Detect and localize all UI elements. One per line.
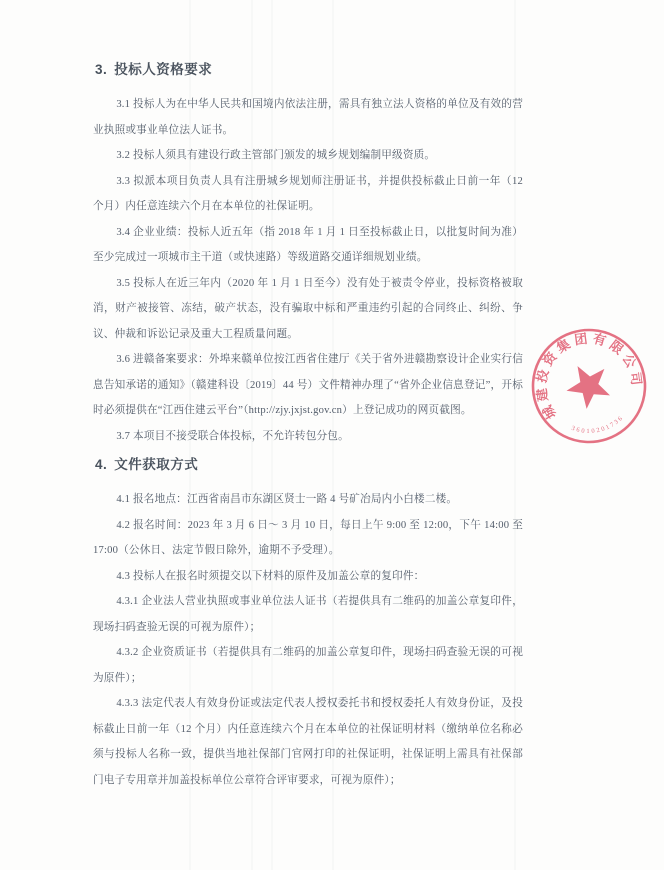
paragraph-4-1: 4.1 报名地点：江西省南昌市东湖区贤士一路 4 号矿冶局内小白楼二楼。 xyxy=(116,494,458,505)
paragraph-3-7: 3.7 本项目不接受联合体投标，不允许转包分包。 xyxy=(116,430,349,442)
paragraph-4-3: 4.3 投标人在报名时须提交以下材料的原件及加盖公章的复印件： xyxy=(116,570,425,582)
paragraph-3-6: 3.6 进赣备案要求：外埠来赣单位按江西省住建厅《关于省外进赣勘察设计企业实行信息告知承诺的通知》（赣建科设〔2019〕44 号）文件精神办理了“省外企业信息登记”，开标时必须提供在“江西住建云平台”（http://zjy.jxjst.gov.cn）上登记成功的网页截图。 xyxy=(93,354,523,416)
company-seal xyxy=(524,316,664,466)
paragraph-3-3: 3.3 拟派本项目负责人具有注册城乡规划师注册证书，并提供投标截止日前一年（12 个月）内任意连续六个月在本单位的社保证明。 xyxy=(93,175,523,212)
section-heading-document-access xyxy=(95,455,523,475)
seal-serial-number: 36010201736 xyxy=(570,413,626,436)
section-number: 3. xyxy=(95,62,108,77)
paragraph-4-3-1: 4.3.1 企业法人营业执照或事业单位法人证书（若提供具有二维码的加盖公章复印件，现场扫码查验无误的可视为原件）； xyxy=(93,596,523,633)
paragraph-3-1: 3.1 投标人为在中华人民共和国境内依法注册，需具有独立法人资格的单位及有效的营业执照或事业单位法人证书。 xyxy=(93,99,523,136)
section-heading-qualifications xyxy=(95,60,523,80)
seal-star-icon xyxy=(559,355,618,413)
paragraph-3-4: 3.4 企业业绩：投标人近五年（指 2018 年 1 月 1 日至投标截止日，以批复时间为准）至少完成过一项城市主干道（或快速路）等级道路交通详细规划业绩。 xyxy=(93,226,523,263)
paragraph-3-5: 3.5 投标人在近三年内（2020 年 1 月 1 日至今）没有处于被责令停业，投标资格被取消，财产被接管、冻结，破产状态，没有骗取中标和严重违约引起的合同终止、纠纷、争议、仲裁和诉讼记录及重大工程质量问题。 xyxy=(93,277,523,340)
section-number: 4. xyxy=(95,457,108,472)
paragraph-3-2: 3.2 投标人须具有建设行政主管部门颁发的城乡规划编制甲级资质。 xyxy=(116,150,436,161)
section-title: 文件获取方式 xyxy=(114,457,199,472)
paragraph-4-3-3: 4.3.3 法定代表人有效身份证或法定代表人授权委托书和授权委托人有效身份证，及投标截止日前一年（12 个月）内任意连续六个月在本单位的社保证明材料（缴纳单位名称必须与投标人名称一致，提供当地社保部门官网打印的社保证明，社保证明上需具有社保部门电子专用章并加盖投标单位公章符合评审要求，可视为原件）； xyxy=(93,698,523,786)
paragraph-4-3-2: 4.3.2 企业资质证书（若提供具有二维码的加盖公章复印件，现场扫码查验无误的可视为原件）； xyxy=(93,647,523,684)
paragraph-4-2: 4.2 报名时间：2023 年 3 月 6 日～ 3 月 10 日，每日上午 9:00 至 12:00，下午 14:00 至 17:00（公休日、法定节假日除外，逾期不予受理）。 xyxy=(93,519,523,556)
section-title: 投标人资格要求 xyxy=(114,62,213,77)
seal-ring-text: 城建投资集团有限公司 xyxy=(533,330,645,422)
document-content xyxy=(93,60,523,793)
